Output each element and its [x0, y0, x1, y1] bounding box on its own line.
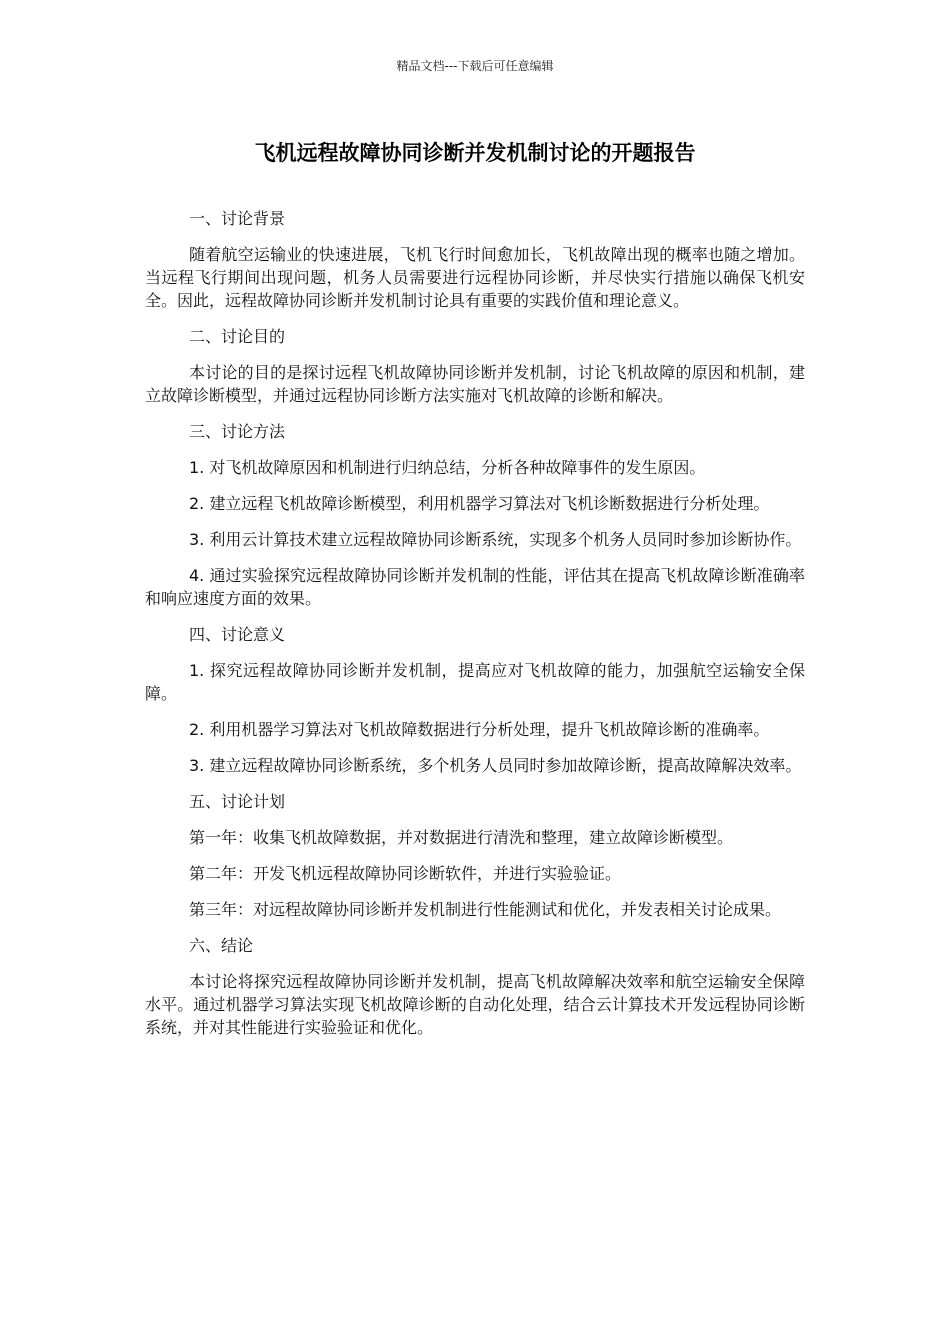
section-heading: 五、讨论计划: [189, 792, 286, 811]
plan-item: 第二年：开发飞机远程故障协同诊断软件，并进行实验验证。: [189, 864, 622, 883]
section-plan: [145, 790, 805, 921]
list-item: 3. 利用云计算技术建立远程故障协同诊断系统，实现多个机务人员同时参加诊断协作。: [189, 530, 802, 549]
section-heading: 三、讨论方法: [189, 422, 286, 441]
section-conclusion: [145, 934, 805, 1039]
section-purpose: [145, 325, 805, 407]
paragraph: 本讨论的目的是探讨远程飞机故障协同诊断并发机制，讨论飞机故障的原因和机制，建立故障诊断模型，并通过远程协同诊断方法实施对飞机故障的诊断和解决。: [145, 363, 805, 405]
paragraph: 本讨论将探究远程故障协同诊断并发机制，提高飞机故障解决效率和航空运输安全保障水平。通过机器学习算法实现飞机故障诊断的自动化处理，结合云计算技术开发远程协同诊断系统，并对其性能进行实验验证和优化。: [145, 972, 805, 1037]
list-item: 1. 对飞机故障原因和机制进行归纳总结，分析各种故障事件的发生原因。: [189, 458, 706, 477]
list-item: 3. 建立远程故障协同诊断系统，多个机务人员同时参加故障诊断，提高故障解决效率。: [189, 756, 802, 775]
section-heading: 一、讨论背景: [189, 209, 286, 228]
document-title: 飞机远程故障协同诊断并发机制讨论的开题报告: [254, 141, 696, 165]
document-body: [145, 207, 805, 1052]
section-methods: [145, 420, 805, 610]
list-item: 4. 通过实验探究远程故障协同诊断并发机制的性能，评估其在提高飞机故障诊断准确率和响应速度方面的效果。: [145, 566, 805, 608]
list-item: 2. 建立远程飞机故障诊断模型，利用机器学习算法对飞机诊断数据进行分析处理。: [189, 494, 770, 513]
section-heading: 四、讨论意义: [189, 625, 286, 644]
section-heading: 六、结论: [189, 936, 254, 955]
section-heading: 二、讨论目的: [189, 327, 286, 346]
list-item: 2. 利用机器学习算法对飞机故障数据进行分析处理，提升飞机故障诊断的准确率。: [189, 720, 770, 739]
plan-item: 第三年：对远程故障协同诊断并发机制进行性能测试和优化，并发表相关讨论成果。: [189, 900, 782, 919]
plan-item: 第一年：收集飞机故障数据，并对数据进行清洗和整理，建立故障诊断模型。: [189, 828, 734, 847]
list-item: 1. 探究远程故障协同诊断并发机制，提高应对飞机故障的能力，加强航空运输安全保障。: [145, 661, 805, 703]
paragraph: 随着航空运输业的快速进展，飞机飞行时间愈加长，飞机故障出现的概率也随之增加。当远程飞行期间出现问题，机务人员需要进行远程协同诊断，并尽快实行措施以确保飞机安全。因此，远程故障协同诊断并发机制讨论具有重要的实践价值和理论意义。: [145, 245, 805, 310]
section-significance: [145, 623, 805, 777]
section-background: [145, 207, 805, 312]
page-header-note: 精品文档---下载后可任意编辑: [396, 59, 554, 73]
